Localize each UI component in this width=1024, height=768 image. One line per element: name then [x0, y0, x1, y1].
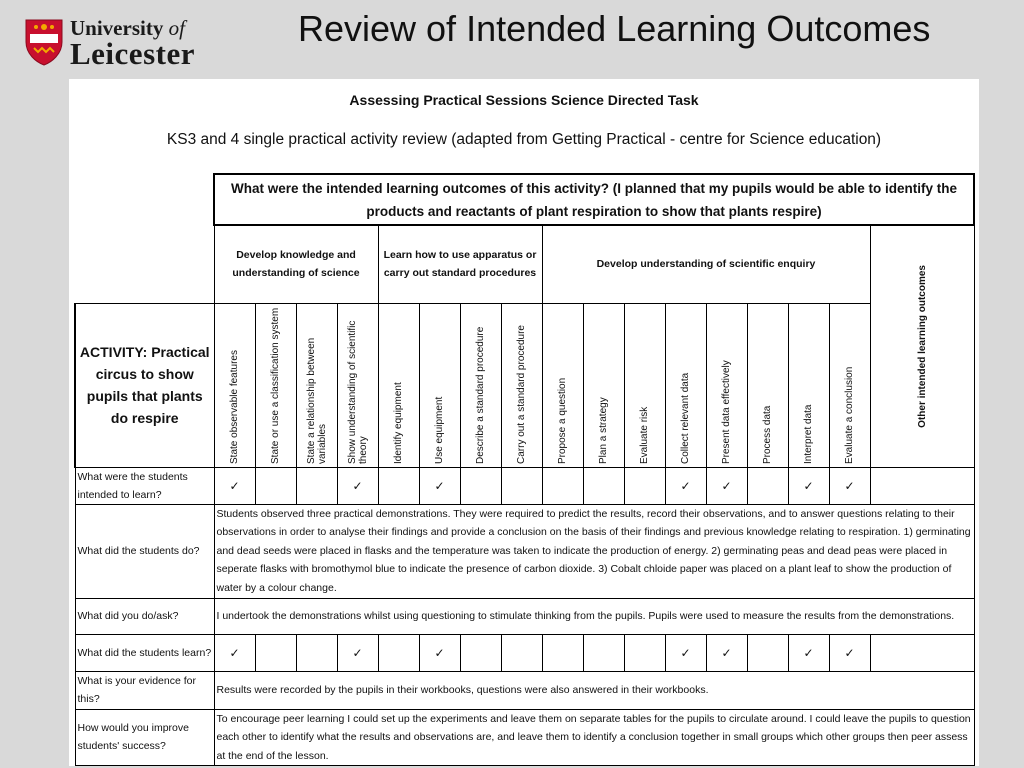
column-header: State a relationship between variables	[296, 303, 337, 467]
tick-cell	[501, 467, 542, 504]
logo-text-university: University of	[70, 16, 185, 40]
ask-text: I undertook the demonstrations whilst using questioning to stimulate thinking from the pupils. Pupils were used to measure the results from the demonstrations.	[214, 598, 974, 634]
tick-cell: ✓	[337, 467, 378, 504]
column-header-row	[75, 303, 974, 467]
tick-cell: ✓	[706, 467, 747, 504]
intended-header-row	[75, 174, 974, 225]
column-header: Present data effectively	[706, 303, 747, 467]
tick-cell: ✓	[829, 634, 870, 671]
row-label-ask: What did you do/ask?	[75, 598, 214, 634]
row-label-evidence: What is your evidence for this?	[75, 671, 214, 709]
document-panel	[69, 79, 979, 766]
row-label-did: What did the students do?	[75, 504, 214, 598]
column-header: Process data	[747, 303, 788, 467]
evidence-row	[75, 671, 974, 709]
tick-cell	[296, 467, 337, 504]
tick-cell	[870, 634, 974, 671]
tick-cell: ✓	[214, 634, 255, 671]
document-title: Assessing Practical Sessions Science Directed Task	[349, 92, 699, 108]
column-header: Plan a strategy	[583, 303, 624, 467]
tick-cell: ✓	[214, 467, 255, 504]
intended-row	[75, 467, 974, 504]
tick-cell	[460, 634, 501, 671]
row-label-improve: How would you improve students' success?	[75, 709, 214, 766]
did-row	[75, 504, 974, 598]
tick-cell: ✓	[788, 634, 829, 671]
intended-outcomes-header: What were the intended learning outcomes of this activity? (I planned that my pupils would be able to identify the products and reactants of plant respiration to show that plants respire)	[214, 174, 974, 225]
tick-cell	[378, 634, 419, 671]
tick-cell	[501, 634, 542, 671]
tick-cell: ✓	[337, 634, 378, 671]
tick-cell: ✓	[665, 467, 706, 504]
tick-cell	[583, 467, 624, 504]
column-header: Interpret data	[788, 303, 829, 467]
tick-cell: ✓	[665, 634, 706, 671]
column-header: Identify equipment	[378, 303, 419, 467]
group-apparatus: Learn how to use apparatus or carry out standard procedures	[378, 225, 542, 303]
column-header: State or use a classification system	[255, 303, 296, 467]
improve-text: To encourage peer learning I could set up the experiments and leave them on separate tables for the pupils to circulate around. I could leave the pupils to question each other to identify what the results and observations are, and leave them to identify a conclusion together in small groups which other groups then peer assess at the end of the lesson.	[214, 709, 974, 766]
tick-cell: ✓	[829, 467, 870, 504]
activity-label: ACTIVITY: Practical circus to show pupils that plants do respire	[75, 303, 214, 467]
tick-cell	[624, 634, 665, 671]
evidence-text: Results were recorded by the pupils in their workbooks, questions were also answered in their workbooks.	[214, 671, 974, 709]
row-label-learn: What did the students learn?	[75, 634, 214, 671]
learn-row	[75, 634, 974, 671]
university-crest-icon	[24, 18, 64, 66]
review-table	[74, 173, 975, 766]
other-outcomes-header	[870, 225, 974, 467]
document-subtitle: KS3 and 4 single practical activity review (adapted from Getting Practical - centre for Science education)	[166, 131, 882, 148]
tick-cell	[624, 467, 665, 504]
group-knowledge: Develop knowledge and understanding of science	[214, 225, 378, 303]
other-outcomes-label: Other intended learning outcomes	[916, 264, 928, 428]
column-header: Evaluate a conclusion	[829, 303, 870, 467]
group-header-row	[75, 225, 974, 303]
column-header: State observable features	[214, 303, 255, 467]
tick-cell	[296, 634, 337, 671]
tick-cell: ✓	[419, 467, 460, 504]
blank-cell	[75, 225, 214, 303]
column-header: Evaluate risk	[624, 303, 665, 467]
tick-cell	[542, 634, 583, 671]
tick-cell	[255, 467, 296, 504]
tick-cell	[870, 467, 974, 504]
logo-text-of: of	[168, 16, 185, 40]
tick-cell	[378, 467, 419, 504]
column-header: Collect relevant data	[665, 303, 706, 467]
column-header: Describe a standard procedure	[460, 303, 501, 467]
tick-cell: ✓	[419, 634, 460, 671]
tick-cell	[747, 634, 788, 671]
slide-title: Review of Intended Learning Outcomes	[298, 8, 931, 49]
tick-cell: ✓	[788, 467, 829, 504]
logo-text-leicester: Leicester	[70, 36, 195, 71]
group-enquiry: Develop understanding of scientific enquiry	[542, 225, 870, 303]
tick-cell: ✓	[706, 634, 747, 671]
tick-cell	[542, 467, 583, 504]
improve-row	[75, 709, 974, 766]
tick-cell	[583, 634, 624, 671]
column-header: Propose a question	[542, 303, 583, 467]
tick-cell	[255, 634, 296, 671]
blank-cell	[75, 174, 214, 225]
university-logo	[24, 14, 229, 70]
ask-row	[75, 598, 974, 634]
column-header: Show understanding of scientific theory	[337, 303, 378, 467]
tick-cell	[460, 467, 501, 504]
did-text: Students observed three practical demonstrations. They were required to predict the results, record their observations, and to answer questions relating to their observations in order to analyse their findings and provide a conclusion on the basis of their findings and previous knowledge relating to respiration. 1) germinating and dead seeds were placed in flasks and the temperature was taken to indicate the production of energy. 2) germinating peas and dead peas were placed in seperate flasks with bromothymol blue to indicate the presence of carbon dioxide. 3) Cobalt chloide paper was placed on a plant leaf to show the production of water by a colour change.	[214, 504, 974, 598]
tick-cell	[747, 467, 788, 504]
column-header: Carry out a standard procedure	[501, 303, 542, 467]
column-header: Use equipment	[419, 303, 460, 467]
row-label-intended: What were the students intended to learn?	[75, 467, 214, 504]
